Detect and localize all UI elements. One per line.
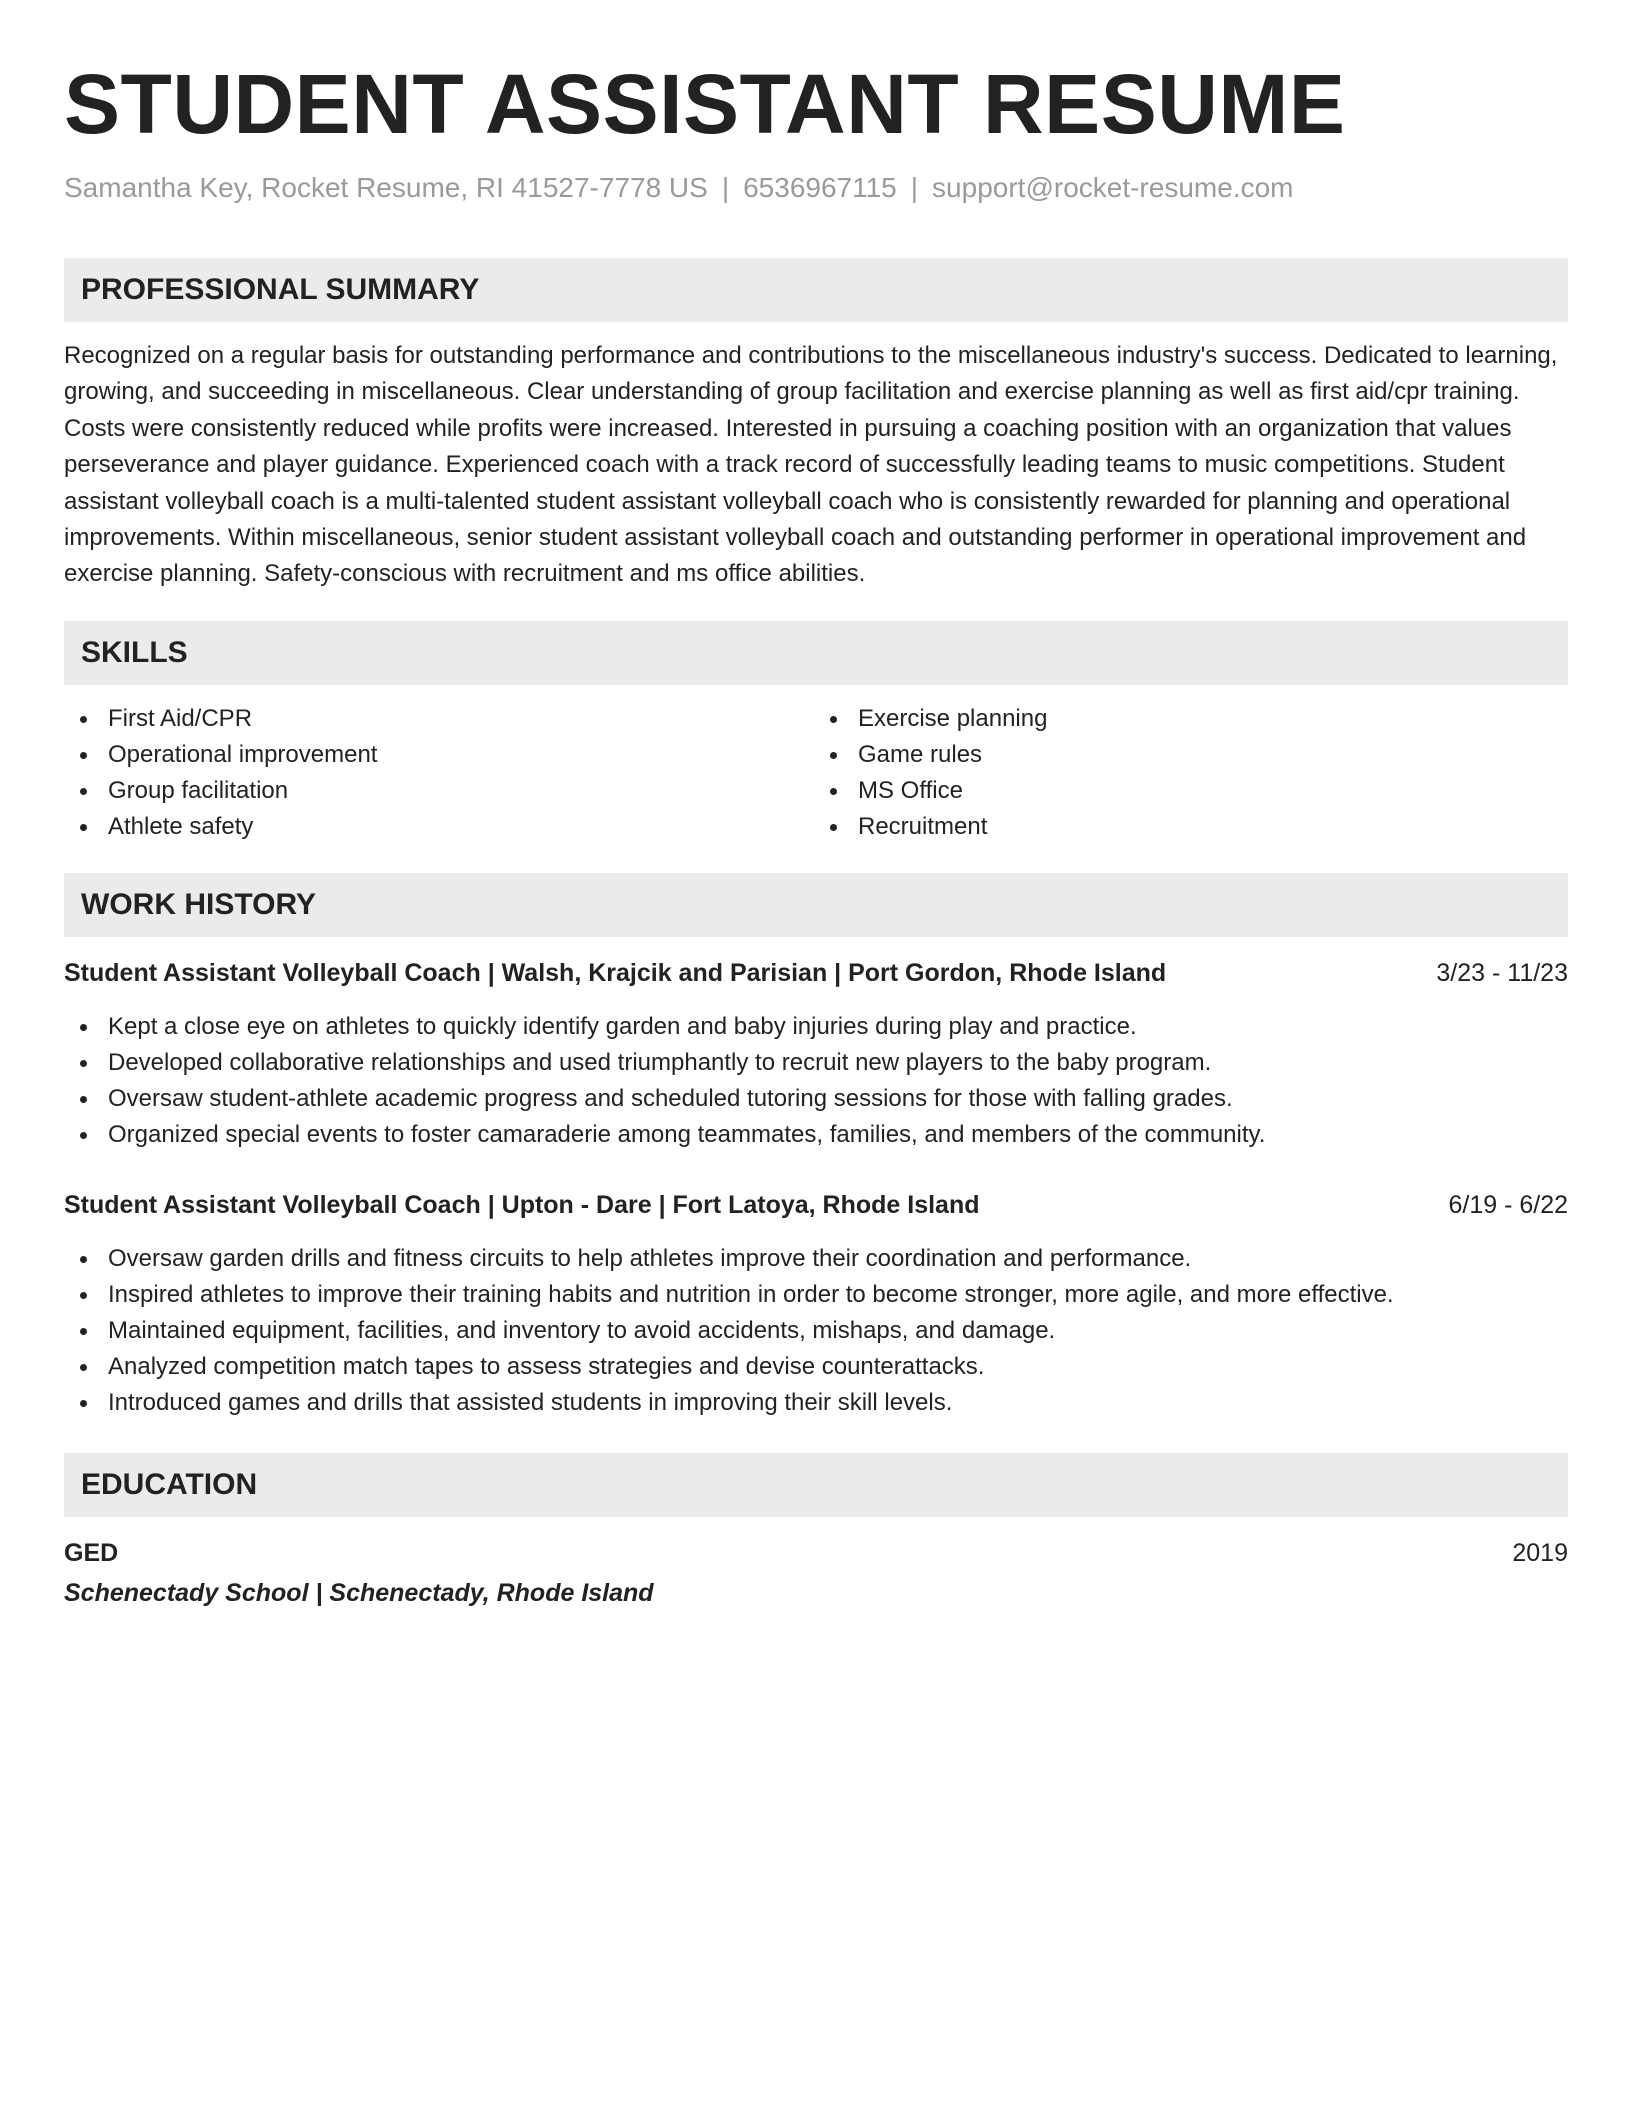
- job-title: Student Assistant Volleyball Coach | Upton - Dare | Fort Latoya, Rhode Island: [64, 1190, 980, 1219]
- contact-line: [64, 170, 1568, 206]
- job-entry: [64, 1187, 1568, 1421]
- job-bullet: Kept a close eye on athletes to quickly identify garden and baby injuries during play and practice.: [64, 1009, 1568, 1045]
- job-dates: 3/23 - 11/23: [1436, 958, 1568, 987]
- skill-item: Recruitment: [816, 809, 1568, 845]
- skill-item: First Aid/CPR: [64, 701, 816, 737]
- job-bullet-list: [64, 1009, 1568, 1153]
- skill-item: Exercise planning: [816, 701, 1568, 737]
- job-bullet-list: [64, 1241, 1568, 1421]
- contact-address: Samantha Key, Rocket Resume, RI 41527-7778 US: [64, 172, 708, 203]
- job-dates: 6/19 - 6/22: [1448, 1190, 1568, 1219]
- skills-grid: [64, 701, 1568, 845]
- job-entry: [64, 955, 1568, 1153]
- job-bullet: Organized special events to foster camaraderie among teammates, families, and members of the community.: [64, 1117, 1568, 1153]
- contact-phone: 6536967115: [743, 172, 897, 203]
- skill-item: Game rules: [816, 737, 1568, 773]
- skill-item: Athlete safety: [64, 809, 816, 845]
- education-year: 2019: [1512, 1538, 1568, 1567]
- education-degree: GED: [64, 1538, 119, 1567]
- job-bullet: Maintained equipment, facilities, and inventory to avoid accidents, mishaps, and damage.: [64, 1313, 1568, 1349]
- skill-item: MS Office: [816, 773, 1568, 809]
- summary-text: Recognized on a regular basis for outstanding performance and contributions to the miscellaneous industry's success. Dedicated to learning, growing, and succeeding in miscellaneous. Clear understanding of group facilitation and exercise planning as well as first aid/cpr training. Costs were consistently reduced while profits were increased. Interested in pursuing a coaching position with an organization that values perseverance and player guidance. Experienced coach with a track record of successfully leading teams to music competitions. Student assistant volleyball coach is a multi-talented student assistant volleyball coach who is consistently rewarded for planning and operational improvements. Within miscellaneous, senior student assistant volleyball coach and outstanding performer in operational improvement and exercise planning. Safety-conscious with recruitment and ms office abilities.: [64, 342, 1558, 588]
- resume-title: STUDENT ASSISTANT RESUME: [64, 57, 1346, 151]
- work-history-section: [64, 873, 1568, 1421]
- job-bullet: Introduced games and drills that assisted students in improving their skill levels.: [64, 1385, 1568, 1421]
- education-school: Schenectady School | Schenectady, Rhode Island: [64, 1578, 654, 1607]
- job-bullet: Oversaw student-athlete academic progress and scheduled tutoring sessions for those with falling grades.: [64, 1081, 1568, 1117]
- contact-separator: |: [721, 172, 730, 203]
- skills-column-right: [816, 701, 1568, 845]
- skills-column-left: [64, 701, 816, 845]
- skill-item: Group facilitation: [64, 773, 816, 809]
- job-bullet: Developed collaborative relationships and used triumphantly to recruit new players to the baby program.: [64, 1045, 1568, 1081]
- education-header: [64, 1535, 1568, 1571]
- job-title: Student Assistant Volleyball Coach | Walsh, Krajcik and Parisian | Port Gordon, Rhode Island: [64, 958, 1167, 987]
- job-header: [64, 1187, 1568, 1223]
- job-bullet: Oversaw garden drills and fitness circuits to help athletes improve their coordination and performance.: [64, 1241, 1568, 1277]
- job-bullet: Analyzed competition match tapes to assess strategies and devise counterattacks.: [64, 1349, 1568, 1385]
- education-section: [64, 1453, 1568, 1611]
- section-heading-skills: SKILLS: [64, 621, 1568, 685]
- skills-section: [64, 621, 1568, 845]
- skill-item: Operational improvement: [64, 737, 816, 773]
- professional-summary-section: [64, 258, 1568, 593]
- contact-separator: |: [910, 172, 919, 203]
- job-header: [64, 955, 1568, 991]
- section-heading-summary: PROFESSIONAL SUMMARY: [64, 258, 1568, 322]
- section-heading-education: EDUCATION: [64, 1453, 1568, 1517]
- job-bullet: Inspired athletes to improve their training habits and nutrition in order to become stronger, more agile, and more effective.: [64, 1277, 1568, 1313]
- contact-email: support@rocket-resume.com: [932, 172, 1294, 203]
- section-heading-work: WORK HISTORY: [64, 873, 1568, 937]
